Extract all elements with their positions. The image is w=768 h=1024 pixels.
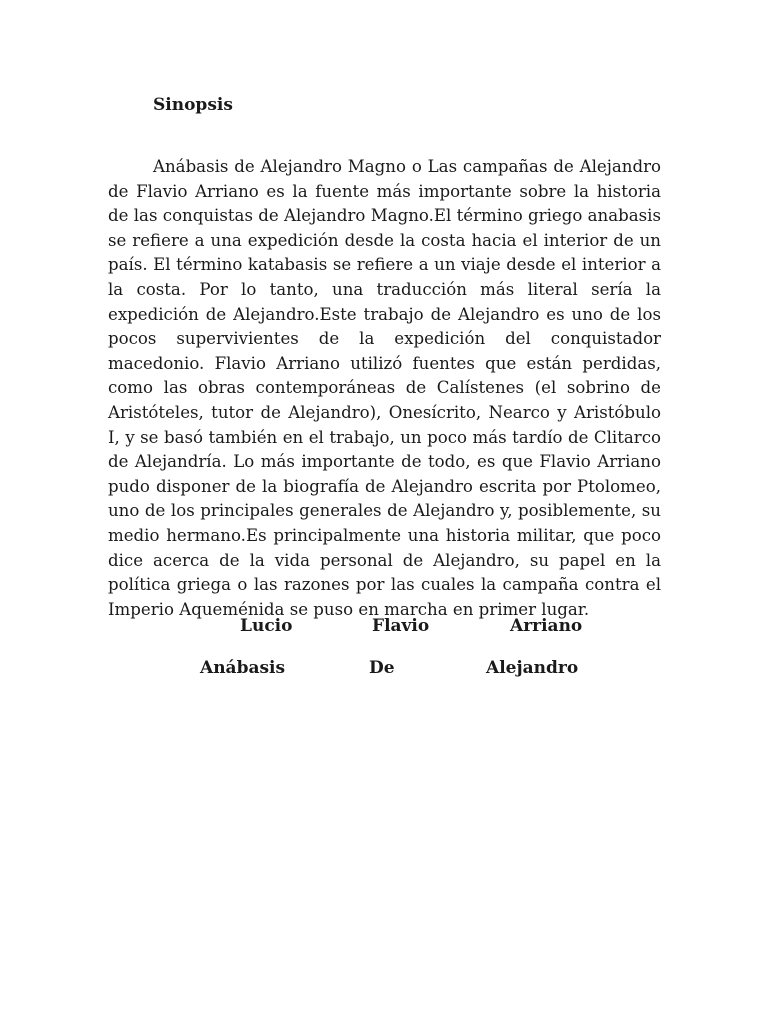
- title-word-alejandro: Alejandro: [486, 658, 579, 678]
- title-word-de: De: [369, 658, 395, 678]
- synopsis-paragraph: Anábasis de Alejandro Magno o Las campañas de Alejandro de Flavio Arriano es la fuente más importante sobre la historia de las conquistas de Alejandro Magno.El término griego anabasis se refiere a una expedición desde la costa hacia el interior de un país. El término katabasis se refiere a un viaje desde el interior a la costa. Por lo tanto, una traducción más literal sería la expedición de Alejandro.Este trabajo de Alejandro es uno de los pocos supervivientes de la expedición del conquistador macedonio. Flavio Arriano utilizó fuentes que están perdidas, como las obras contemporáneas de Calístenes (el sobrino de Aristóteles, tutor de Alejandro), Onesícrito, Nearco y Aristóbulo I, y se basó también en el trabajo, un poco más tardío de Clitarco de Alejandría. Lo más importante de todo, es que Flavio Arriano pudo disponer de la biografía de Alejandro escrita por Ptolomeo, uno de los principales generales de Alejandro y, posiblemente, su medio hermano.Es principalmente una historia militar, que poco dice acerca de la vida personal de Alejandro, su papel en la política griega o las razones por las cuales la campaña contra el Imperio Aqueménida se puso en marcha en primer lugar.: [108, 157, 661, 619]
- title-word-anabasis: Anábasis: [200, 658, 286, 678]
- author-last-name: Arriano: [510, 616, 583, 636]
- author-first-name: Lucio: [240, 616, 293, 636]
- author-middle-name: Flavio: [372, 616, 430, 636]
- section-heading: Sinopsis: [153, 95, 233, 115]
